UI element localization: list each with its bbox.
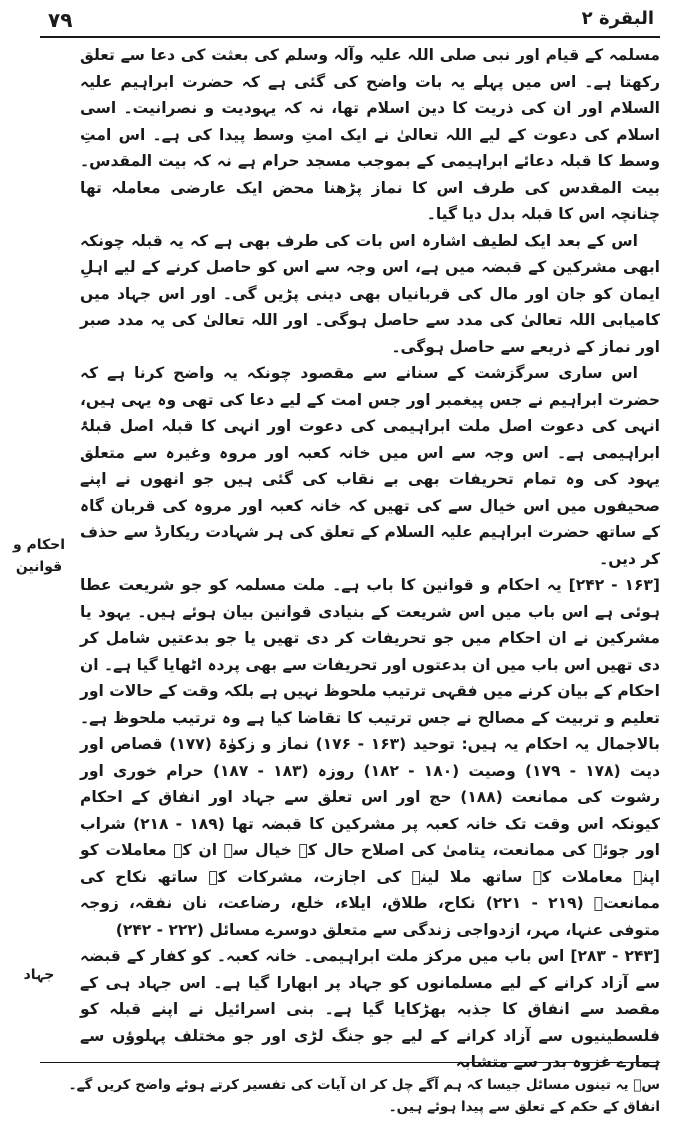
main-text [80,42,660,1076]
margin-note-ahkam: احکام و قوانین [12,537,66,575]
footnote: سؐ یہ تینوں مسائل جیسا کہ ہم آگے چل کر ان آیات کی تفسیر کرتے ہوئے واضح کریں گے۔ انفاق کے حکم کے تعلق سے پیدا ہوئے ہیں۔ [68,1077,660,1115]
page-header [40,6,660,36]
margin-note-jihad: جہاد [23,967,55,983]
paragraph-3: اس ساری سرگزشت کے سنانے سے مقصود چونکہ یہ واضح کرنا ہے کہ حضرت ابراہیم نے جس پیغمبر اور جس امت کے لیے دعا کی تھی وہ یہی ہیں، انہی کی دعوت اصل ملت ابراہیمی کی دعوت اور انہی کا قبلہ اصل قبلۂ ابراہیمی ہے۔ اس وجہ سے اس میں خانہ کعبہ اور مروہ وغیرہ سے متعلق یہود کی وہ تمام تحریفات بھی بے نقاب کی گئی ہیں جو انھوں نے اپنے صحیفوں میں اس خیال سے کی تھیں کہ خانہ کعبہ اور مروہ کی قربان گاہ کے ساتھ حضرت ابراہیم علیہ السلام کے تعلق کی ہر شہادت ریکارڈ سے حذف کر دیں۔ [80,364,660,568]
header-divider [40,36,660,38]
paragraph-jihad: [۲۴۳ - ۲۸۳] اس باب میں مرکز ملت ابراہیمی۔ خانہ کعبہ۔ کو کفار کے قبضہ سے آزاد کرانے کے لیے مسلمانوں کو جہاد پر ابھارا گیا ہے۔ اس جہاد ہی کے مقصد سے انفاق کا جذبہ بھڑکایا گیا ہے۔ بنی اسرائیل نے اپنے قبلہ کو فلسطینیوں سے آزاد کرانے کے لیے جو جنگ لڑی اور جو مختلف پہلوؤں سے ہمارے غزوہ بدر سے متشابہ [80,947,660,1071]
paragraph-2: اس کے بعد ایک لطیف اشارہ اس بات کی طرف بھی ہے کہ یہ قبلہ چونکہ ابھی مشرکین کے قبضہ میں ہے، اس وجہ سے اس کو حاصل کرنے کے لیے اہلِ ایمان کو جان اور مال کی قربانیاں بھی دینی پڑیں گی۔ اور اس جہاد میں کامیابی اللہ تعالیٰ کی مدد سے حاصل ہوگی۔ اور اللہ تعالیٰ کی یہ مدد صبر اور نماز کے ذریعے سے حاصل ہوگی۔ [80,231,660,356]
paragraph-ahkam: [۱۶۳ - ۲۴۲] یہ احکام و قوانین کا باب ہے۔ ملت مسلمہ کو جو شریعت عطا ہوئی ہے اس باب میں اس شریعت کے بنیادی قوانین بیان ہوئے ہیں۔ یہود یا مشرکین نے ان احکام میں جو تحریفات کر دی تھیں یا جو بدعتیں شامل کر دی تھیں اس باب میں ان بدعتوں اور تحریفات سے بھی پردہ اٹھایا گیا ہے۔ ان احکام کے بیان کرنے میں فقہی ترتیب ملحوظ نہیں ہے بلکہ وقت کے حالات اور تعلیم و تربیت کے مصالح نے جس ترتیب کا تقاضا کیا ہے وہ ترتیب ملحوظ ہے۔ بالاجمال یہ احکام یہ ہیں: توحید (۱۶۳ - ۱۷۶) نماز و زکوٰۃ (۱۷۷) قصاص اور دیت (۱۷۸ - ۱۷۹) وصیت (۱۸۰ - ۱۸۲) روزہ (۱۸۳ - ۱۸۷) حرام خوری اور رشوت کی ممانعت (۱۸۸) حج اور اس تعلق سے جہاد اور انفاق کے احکام کیونکہ اس وقت تک خانہ کعبہ پر مشرکین کا قبضہ تھا (۱۸۹ - ۲۱۸) شراب اور جوئے کی ممانعت، یتامیٰ کی اصلاح حال کے خیال سے ان کے معاملات کو اپنے معاملات کے ساتھ ملا لینے کی اجازت، مشرکات کے ساتھ نکاح کی ممانعتؐ (۲۱۹ - ۲۲۱) نکاح، طلاق، ایلاء، خلع، رضاعت، نان نفقہ، زوجہ متوفی عنہا، مہر، ازدواجی زندگی سے متعلق دوسرے مسائل (۲۲۲ - ۲۴۲) [80,576,661,939]
footnote-divider [40,1062,660,1063]
surah-title: البقرة ٢ [581,8,654,29]
paragraph-1: مسلمہ کے قیام اور نبی صلی اللہ علیہ وآلہ وسلم کی بعثت کی دعا سے تعلق رکھتا ہے۔ اس میں پہلے یہ بات واضح کی گئی ہے کہ حضرت ابراہیم علیہ السلام اور ان کی ذریت کا دین اسلام تھا، نہ کہ یہودیت و نصرانیت۔ اسی اسلام کی دعوت کے لیے اللہ تعالیٰ نے ایک امتِ وسط پیدا کی ہے۔ اس امتِ وسط کا قبلہ دعائے ابراہیمی کے بموجب مسجد حرام ہے نہ کہ بیت المقدس۔ بیت المقدس کی طرف اس کا نماز پڑھنا محض ایک عارضی معاملہ تھا چنانچہ اس کا قبلہ بدل دیا گیا۔ [80,46,660,223]
page-number: ۷۹ [48,8,73,32]
